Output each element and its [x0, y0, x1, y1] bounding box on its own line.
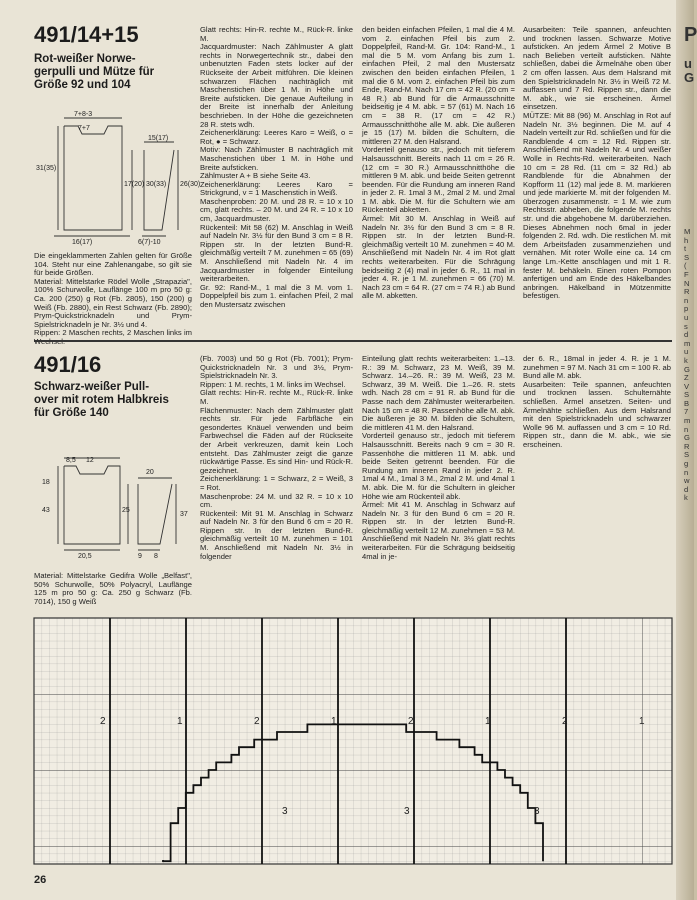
- chart-color-symbol: 3: [404, 806, 410, 817]
- schematic-label: 15(17): [148, 135, 169, 142]
- schematic-label: 8,5: [66, 457, 76, 464]
- schematic-label: 7+8-3: [74, 111, 93, 118]
- schematic-label: 20,5: [78, 553, 92, 560]
- schematic-label: 31(35): [36, 165, 57, 172]
- schematic-label: 17(20): [124, 181, 145, 188]
- pattern-subtitle-2: Schwarz-weißer Pull- over mit rotem Halbkreis für Größe 140: [34, 381, 169, 419]
- sweater-schematic-2: [34, 452, 194, 562]
- chart-color-symbol: 3: [282, 806, 288, 817]
- schematic-label: 37: [180, 511, 188, 518]
- text-column: Die eingeklammerten Zahlen gelten für Größe 104. Steht nur eine Zahlenangabe, so gilt sie für beide Größen. Material: Mittelstarke Rödel Wolle „Strapazia", 100% Schurwolle, Lauflänge 100 m pro 50 g: Ca. 200 (250) g Rot (Fb. 2805), 150 (200) g Weiß (Fb. 2880), ein Rest Schwarz (Fb. 2890); Prym-Quickstricknadeln und Prym-Spielstricknadeln je Nr. 3½ und 4. Rippen: 2 Maschen rechts, 2 Maschen links im: [34, 251, 192, 338]
- facing-page-fragment: M h t S ( F N R n p u s d m u k G Z V S B 7 m n G R S g n w d k: [684, 227, 691, 503]
- schematic-label: 16(17): [72, 239, 93, 246]
- chart-color-symbol: 2: [254, 716, 260, 727]
- schematic-label: 9: [138, 553, 142, 560]
- text-column: Glatt rechts: Hin-R. rechte M., Rück-R. linke M. Jacquardmuster: Nach Zählmuster A glatt rechts in Norwegertechnik str., dabei den unbenutzten Faden stets locker auf der Rückseite der Arbeit mitführen. Die kleinen schwarzen Flächen nachträglich mit Maschenstichen über 1 M. in Höhe und Breite aufsticken. Die genaue Aufteilung in der Breite ist innerhalb der Anleitung beschrieben. In der Höhe die gezeichneten 28 R. stets wdh. Zeichenerklärung: Leeres Karo = Weiß, o = Rot, ● = Schwarz. Motiv: Nach Zählmuster B nachträglich mit Maschenstichen über 1 M. in Höhe und Breite aufsticken. Zählmuster A + B siehe Seite 43. Zeichenerklärung: Leeres Karo = Strickgrund, v = 1 Maschenstich in Weiß. Maschenproben: 20 M. und 28 R. = 10 x 10 cm, glatt rechts. – 20 M. und 24 R. = 10 x 10 cm, Jacquardmuster. Rückenteil: Mit 58 (62) M. Anschlag in Weiß auf Nadeln Nr. 3½ für den Bund 3 cm = 8 R. Rippen str. In der letzten Bund-R. gleichmäßig verteilt 7 M. zunehmen = 65 (69) M. Anschließend mit Nadeln Nr. 4 im Jacquardmuster in folgender Einteilung weiterarbeiten. Gr. 92: Rand-M., 1 mal die 3 M. vom 1. Doppelpfeil bis zum 1. einfachen Pfeil, 2 mal den Mustersatz zwischen: [200, 25, 353, 309]
- text-column: der 6. R., 18mal in jeder 4. R. je 1 M. zunehmen = 97 M. Nach 31 cm = 100 R. ab Bund alle M. abk. Ausarbeiten: Teile spannen, anfeuchten und trocknen lassen. Schulternähte schließen. Ärmel ansetzen. Seiten- und Ärmelnähte schließen. Aus dem Halsrand mit den Spielstricknadeln und schwarzer Wolle 96 M. auffassen und 3 cm = 10 Rd. Rippen str., dann die M. abk., wie sie erscheinen.: [523, 354, 671, 449]
- pattern-number-16: 491/16: [34, 352, 102, 377]
- schematic-label: 6(7)-10: [138, 239, 161, 246]
- text-column: den beiden einfachen Pfeilen, 1 mal die 4 M. vom 2. einfachen Pfeil bis zum 2. Doppelpfeil, Rand-M. Gr. 104: Rand-M., 1 mal die 5 M. vom Anfang bis zum 1. einfachen Pfeil, 2 mal den Mustersatz zwischen den beiden einfachen Pfeilen, 1 mal die 6 M. vom 2. einfachen Pfeil bis zum Ende, Rand-M. Nach 17 cm = 42 R. (20 cm = 48 R.) ab Bund für die Armausschnitte beidseitig je 4 M. abk. = 57 (61) M. Nach 16 cm = 38 R. (17 cm = 42 R.) Armausschnitthöhe alle M. abk. Die äußeren je 15 (17) M. bilden die Schultern, die mittleren 27 M. den Halsrand. Vorderteil genauso str., jedoch mit tieferem Halsausschnitt. Bereits nach 11 cm = 26 R. (12 cm = 30 R.) Armausschnitthöhe die mittleren 9 M. abk. und beide Seiten getrennt beenden. Für die Rundung am inneren Rand in jeder 2. R. 1mal 3 M., 2mal 2 M. und 2mal 1 M. abk. Die M. für die Schultern wie am Rückenteil abketten. Ärmel: Mit 30 M. Anschlag in Weiß auf Nadeln Nr. 3½ für den Bund 3 cm = 8 R. Rippen str. In der letzten Bund-R. gleichmäßig verteilt 10 M. zunehmen = 40 M. Anschließend mit Nadeln Nr. 4 im Rot glatt rechts weiterarbeiten. Für die Schrägung beidseitig 2 (4) mal in jeder 6. R., 11 mal in jeder 4. R. je 1 M. zunehmen = 66 (70) M. Nach 23 cm = 64 R. (27 cm = 74 R.) ab Bund alle M. abketten.: [362, 25, 515, 301]
- facing-page-fragment: u: [684, 56, 692, 71]
- text-column: (Fb. 7003) und 50 g Rot (Fb. 7001); Prym-Quickstricknadeln Nr. 3 und 3½, Prym-Spielstricknadeln Nr. 3. Rippen: 1 M. rechts, 1 M. links im Wechsel. Glatt rechts: Hin-R. rechte M., Rück-R. linke M. Flächenmuster: Nach dem Zählmuster glatt rechts str. Für jede Farbfläche ein gesondertes Knäuel verwenden und beim Farbwechsel die Fäden auf der Rückseite der Arbeit verkreuzen, damit kein Loch entsteht. Das Zählmuster zeigt die ganze rückwärtige Passe. Es sind Hin- und Rück-R. gezeichnet. Zeichenerklärung: 1 = Schwarz, 2 = Weiß, 3 = Rot. Maschenprobe: 24 M. und 32 R. = 10 x 10 cm. Rückenteil: Mit 91 M. Anschlag in Schwarz auf Nadeln Nr. 3 für den Bund 6 cm = 20 R. Rippen str. In der letzten Bund-R. gleichmäßig verteilt 10 M. zunehmen = 101 M. Anschließend mit Nadeln Nr. 3½ in folgender: [200, 354, 353, 561]
- text-column: Ausarbeiten: Teile spannen, anfeuchten und trocknen lassen. Schwarze Motive aufsticken. An jedem Ärmel 2 Motive B nach Belieben verteilt aufsticken. Nähte schließen, dabei die Ärmelnähe oben über 2 cm offen lassen. Aus dem Halsrand mit den Spielstricknadeln Nr. 3½ in Weiß 72 M. auffassen und 7 Rd. Rippen str., dann die M. abk., wie sie erscheinen. Ärmel einsetzen. MÜTZE: Mit 88 (96) M. Anschlag in Rot auf Nadeln Nr. 3½ beginnen. Die M. auf 4 Nadeln verteilt zur Rd. schließen und für die Randblende 4 cm = 12 Rd. Rippen str. Anschließend mit Nadeln Nr. 4 und weißer Wolle in Rechts-Rd. weiterarbeiten. Nach 10 cm = 28 Rd. (11 cm = 32 Rd.) ab Randblende für die Abnahmen der Kopfform 11 (12) mal jede 8. M. markieren und jede markierte M. mit der folgenden M. überzogen zusammenstr. = 1 M. wie zum Rechtsstr. abheben, die folgende M. rechts str. und die abgehobene M. darüberziehen. Dieses Abnehmen noch 6mal in jeder folgenden 2. Rd. wdh. Die restlichen M. mit dem Arbeitsfaden zusammenziehen und vernähen. Mit roter Wolle eine ca. 14 cm lange Lm.-Kette anschlagen und mit 1 R. fester M. behäkeln. Einen roten Pompon anfertigen und am Ende des Häkelbandes anbringen. Häkelband in Mützenmitte befestigen.: [523, 25, 671, 301]
- chart-color-symbol: 3: [534, 806, 540, 817]
- text-column: Material: Mittelstarke Gedifra Wolle „Belfast", 50% Schurwolle, 50% Polyacryl, Lauflänge 125 m pro 50 g: Ca. 250 g Schwarz (Fb. 7014), 150 g Weiß: [34, 571, 192, 606]
- schematic-label: 20: [146, 469, 154, 476]
- pattern-subtitle-1: Rot-weißer Norwe- gerpulli und Mütze für Größe 92 und 104: [34, 53, 155, 91]
- chart-color-symbol: 2: [408, 716, 414, 727]
- chart-color-symbol: 2: [562, 716, 568, 727]
- page-number: 26: [34, 874, 47, 886]
- schematic-label: 7+7: [78, 125, 90, 132]
- sweater-schematic-1: [34, 110, 201, 246]
- pattern-number-14-15: 491/14+15: [34, 22, 139, 47]
- facing-page-fragment: G: [684, 70, 695, 85]
- text-column: Einteilung glatt rechts weiterarbeiten: 1.–13. R.: 39 M. Schwarz, 23 M. Weiß, 39 M. Schwarz. 14.–26. R.: 39 M. Weiß, 23 M. Schwarz, 39 M. Weiß. Die 1.–26. R. stets wdh. Nach 28 cm = 91 R. ab Bund für die Passe nach dem Zählmuster weiterarbeiten. Nach 15 cm = 48 R. Passenhöhe alle M. abk. Die äußeren je 30 M. bilden die Schultern, die mittleren 41 M. den Halsrand. Vorderteil genauso str., jedoch mit tieferem Halsausschnitt. Bereits nach 9 cm = 30 R. Passenhöhe die mittleren 11 M. abk. und beide Seiten getrennt beenden. Für die Rundung am inneren Rand in jeder 2. R. 1mal 4 M., 1mal 3 M., 2mal 2 M. und 4mal 1 M. abk. Die M. für die Schultern in gleicher Höhe wie am Rückenteil abk. Ärmel: Mit 41 M. Anschlag in Schwarz auf Nadeln Nr. 3 für den Bund 6 cm = 20 R. Rippen str. In der letzten Bund-R. gleichmäßig verteilt 12 M. zunehmen = 53 M. Anschließend mit Nadeln Nr. 3½ glatt rechts weiterarbeiten. Für die Schrägung beidseitig 4mal in je-: [362, 354, 515, 561]
- chart-color-symbol: 1: [485, 716, 491, 727]
- chart-color-symbol: 2: [100, 716, 106, 727]
- knitting-chart: [34, 618, 674, 868]
- section-divider: [34, 340, 672, 342]
- schematic-label: 25: [122, 507, 130, 514]
- schematic-label: 18: [42, 479, 50, 486]
- chart-color-symbol: 1: [639, 716, 645, 727]
- chart-color-symbol: 1: [177, 716, 183, 727]
- facing-page-fragment: P: [684, 24, 697, 46]
- schematic-label: 43: [42, 507, 50, 514]
- chart-color-symbol: 1: [331, 716, 337, 727]
- schematic-label: 12: [86, 457, 94, 464]
- schematic-label: 26(30): [180, 181, 201, 188]
- schematic-label: 8: [154, 553, 158, 560]
- schematic-label: 30(33): [146, 181, 167, 188]
